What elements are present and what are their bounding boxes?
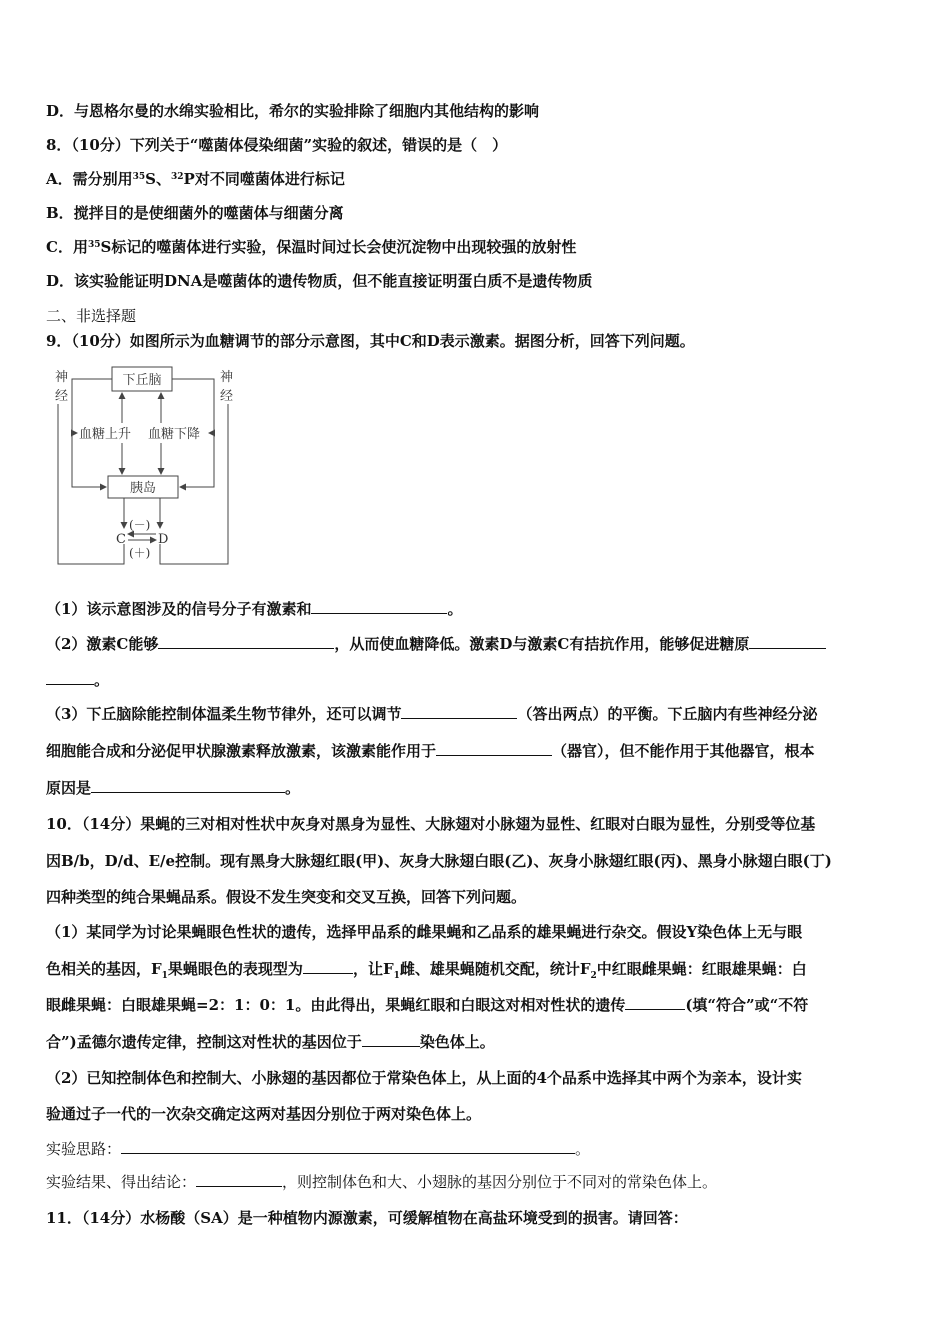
inhibit-label: (－) bbox=[129, 518, 151, 532]
q9-part2-cont: 。 bbox=[46, 670, 906, 690]
nerve-right-2: 经 bbox=[220, 389, 234, 404]
q8-option-b: B．搅拌目的是使细菌外的噬菌体与细菌分离 bbox=[46, 204, 344, 222]
q10-part1-line4: 合”)孟德尔遗传定律，控制这对性状的基因位于 染色体上。 bbox=[46, 1033, 495, 1051]
glucose-down-label: 血糖下降 bbox=[148, 427, 201, 442]
q11-stem: 11．（14分）水杨酸（SA）是一种植物内源激素，可缓解植物在高盐环境受到的损害。请回答： bbox=[46, 1209, 688, 1227]
q10-part1-line3: 眼雌果蝇：白眼雄果蝇=2：1：0：1。由此得出，果蝇红眼和白眼这对相对性状的遗传 (填“符合”或“不符 bbox=[46, 996, 809, 1014]
blood-glucose-diagram bbox=[46, 360, 246, 575]
nerve-right-1: 神 bbox=[220, 370, 234, 385]
q9-part3-line3: 原因是 。 bbox=[46, 779, 301, 797]
answer-blank[interactable] bbox=[401, 704, 517, 719]
section-heading: 二、非选择题 bbox=[46, 307, 137, 325]
answer-blank[interactable] bbox=[311, 599, 447, 614]
hormone-c-label: C bbox=[116, 532, 126, 547]
hypothalamus-label: 下丘脑 bbox=[122, 373, 162, 388]
q10-part2-line1: （2）已知控制体色和控制大、小脉翅的基因都位于常染色体上，从上面的4个品系中选择其中两个为亲本，设计实 bbox=[46, 1069, 802, 1087]
answer-blank[interactable] bbox=[303, 959, 353, 974]
q8-option-d: D．该实验能证明DNA是噬菌体的遗传物质，但不能直接证明蛋白质不是遗传物质 bbox=[46, 272, 593, 290]
q10-experiment-result: 实验结果、得出结论： ，则控制体色和大、小翅脉的基因分别位于不同对的常染色体上。 bbox=[46, 1173, 718, 1191]
answer-blank[interactable] bbox=[749, 634, 826, 649]
q10-part2-line2: 验通过子一代的一次杂交确定这两对基因分别位于两对染色体上。 bbox=[46, 1105, 482, 1123]
answer-blank[interactable] bbox=[91, 778, 285, 793]
right-nerve-loop bbox=[172, 379, 214, 433]
q10-stem-line3: 四种类型的纯合果蝇品系。假设不发生突变和交叉互换，回答下列问题。 bbox=[46, 888, 527, 906]
answer-blank[interactable] bbox=[362, 1032, 420, 1047]
q7-option-d: D．与恩格尔曼的水绵实验相比，希尔的实验排除了细胞内其他结构的影响 bbox=[46, 102, 540, 120]
q8-option-c: C．用$^{35}$S标记的噬菌体进行实验，保温时间过长会使沉淀物中出现较强的放射性 bbox=[46, 238, 577, 256]
q9-stem: 9．（10分）如图所示为血糖调节的部分示意图，其中C和D表示激素。据图分析，回答下列问题。 bbox=[46, 332, 695, 350]
nerve-left-1: 神 bbox=[55, 370, 69, 385]
q9-part3-line1: （3）下丘脑除能控制体温柔生物节律外，还可以调节 （答出两点）的平衡。下丘脑内有些神经分泌 bbox=[46, 705, 818, 723]
answer-blank[interactable] bbox=[625, 995, 685, 1010]
q9-part2: （2）激素C能够 ，从而使血糖降低。激素D与激素C有拮抗作用，能够促进糖原 bbox=[46, 634, 906, 654]
q8-option-a: A．需分别用$^{35}$S、$^{32}$P对不同噬菌体进行标记 bbox=[46, 170, 345, 188]
q9-part3-line2: 细胞能合成和分泌促甲状腺激素释放激素，该激素能作用于 （器官），但不能作用于其他器官，根本 bbox=[46, 742, 815, 760]
q10-stem-line2: 因B/b，D/d、E/e控制。现有黑身大脉翅红眼(甲)、灰身大脉翅白眼(乙)、灰身小脉翅红眼(丙)、黑身小脉翅白眼(丁) bbox=[46, 852, 832, 870]
glucose-up-label: 血糖上升 bbox=[79, 427, 132, 442]
answer-blank[interactable] bbox=[158, 634, 334, 649]
answer-blank[interactable] bbox=[46, 670, 94, 685]
q10-experiment-idea: 实验思路： 。 bbox=[46, 1140, 591, 1158]
answer-blank[interactable] bbox=[121, 1139, 575, 1154]
q8-stem: 8．（10分）下列关于“噬菌体侵染细菌”实验的叙述，错误的是（ ） bbox=[46, 136, 508, 154]
q10-part1-line1: （1）某同学为讨论果蝇眼色性状的遗传，选择甲品系的雌果蝇和乙品系的雄果蝇进行杂交。假设Y染色体上无与眼 bbox=[46, 923, 803, 941]
hormone-d-label: D bbox=[158, 532, 169, 547]
islet-label: 胰岛 bbox=[129, 481, 157, 496]
answer-blank[interactable] bbox=[196, 1172, 282, 1187]
q9-part1: （1）该示意图涉及的信号分子有激素和 。 bbox=[46, 600, 463, 618]
answer-blank[interactable] bbox=[436, 741, 552, 756]
nerve-left-2: 经 bbox=[55, 389, 69, 404]
q10-stem-line1: 10．（14分）果蝇的三对相对性状中灰身对黑身为显性、大脉翅对小脉翅为显性、红眼对白眼为显性，分别受等位基 bbox=[46, 815, 816, 833]
q10-part1-line2: 色相关的基因，$F_1$果蝇眼色的表现型为 ，让$F_1$雌、雄果蝇随机交配，统计$F_2$中红眼雌果蝇：红眼雄果蝇：白 bbox=[46, 960, 807, 981]
left-nerve-loop bbox=[72, 379, 112, 433]
promote-label: (＋) bbox=[129, 546, 151, 560]
